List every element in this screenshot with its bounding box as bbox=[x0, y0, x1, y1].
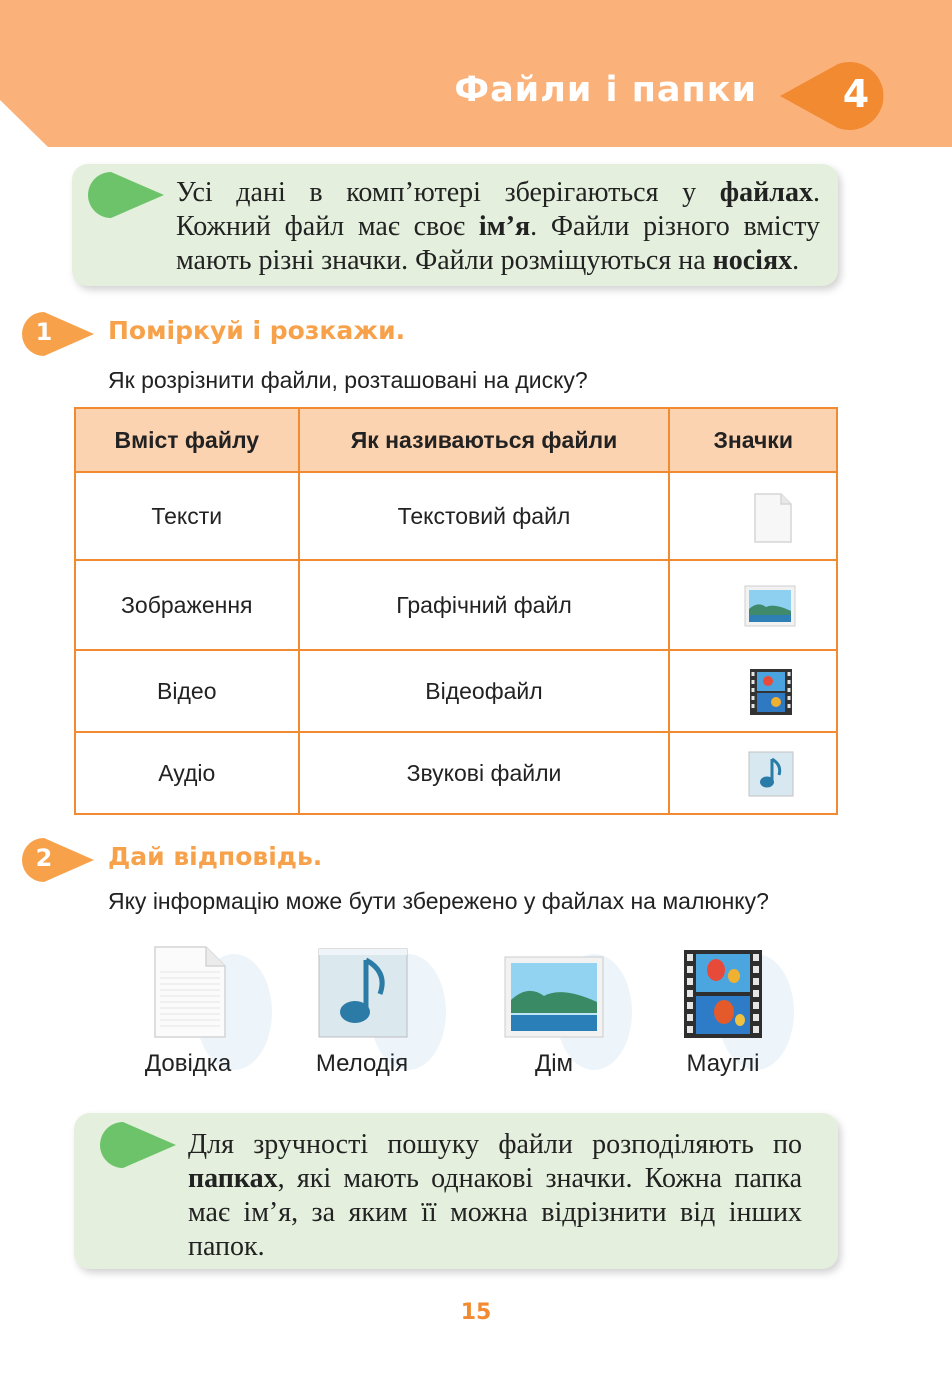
cell-content: Зображення bbox=[75, 560, 299, 650]
cell-content: Тексти bbox=[75, 472, 299, 560]
cell-content: Аудіо bbox=[75, 732, 299, 814]
text-file-icon bbox=[754, 493, 792, 543]
section-1-number: 1 bbox=[35, 318, 53, 346]
green-drop-icon bbox=[88, 172, 164, 218]
cell-icon bbox=[669, 560, 837, 650]
chapter-title: Файли і папки bbox=[454, 70, 757, 110]
video-file-icon bbox=[750, 669, 792, 715]
audio-file-icon bbox=[318, 948, 408, 1038]
image-file-icon bbox=[504, 956, 604, 1038]
section-2-number: 2 bbox=[35, 844, 53, 872]
section-1-title: Поміркуй і розкажи. bbox=[108, 316, 406, 345]
cell-icon bbox=[669, 732, 837, 814]
table-row bbox=[75, 732, 837, 814]
table-row bbox=[75, 472, 837, 560]
green-drop-icon bbox=[100, 1122, 176, 1168]
audio-file-icon bbox=[748, 751, 794, 797]
file-label-3: Дім bbox=[534, 1050, 574, 1077]
chapter-number: 4 bbox=[842, 72, 870, 116]
header-icons: Значки bbox=[669, 408, 837, 472]
page-number: 15 bbox=[460, 1300, 492, 1325]
intro-text: Усі дані в комп’ютері зберігаються у файлах. Кожний файл має своє ім’я. Файли різного вмісту мають різні значки. Файли розміщуються на носіях. bbox=[176, 177, 821, 276]
cell-icon bbox=[669, 650, 837, 732]
image-file-icon bbox=[744, 585, 796, 627]
file-types-table bbox=[74, 407, 838, 815]
cell-name: Звукові файли bbox=[299, 732, 670, 814]
file-label-2: Мелодія bbox=[315, 1050, 409, 1077]
video-file-icon bbox=[684, 950, 762, 1038]
text-file-icon bbox=[154, 946, 226, 1038]
header-content: Вміст файлу bbox=[75, 408, 299, 472]
table-header-row bbox=[75, 408, 837, 472]
table-row bbox=[75, 650, 837, 732]
section-1-question: Як розрізнити файли, розташовані на диску? bbox=[108, 367, 588, 393]
cell-name: Графічний файл bbox=[299, 560, 670, 650]
header-name: Як називаються файли bbox=[299, 408, 670, 472]
cell-name: Відеофайл bbox=[299, 650, 670, 732]
section-2-title: Дай відповідь. bbox=[108, 842, 323, 871]
folders-text: Для зручності пошуку файли розподіляють по папках, які мають однакові значки. Кожна папка має ім’я, за яким її можна відрізнити від інших папок. bbox=[188, 1129, 802, 1262]
file-label-1: Довідка bbox=[144, 1050, 232, 1077]
file-label-4: Мауглі bbox=[686, 1050, 760, 1077]
section-2-question: Яку інформацію може бути збережено у файлах на малюнку? bbox=[108, 888, 769, 914]
table-row bbox=[75, 560, 837, 650]
cell-content: Відео bbox=[75, 650, 299, 732]
cell-name: Текстовий файл bbox=[299, 472, 670, 560]
cell-icon bbox=[669, 472, 837, 560]
